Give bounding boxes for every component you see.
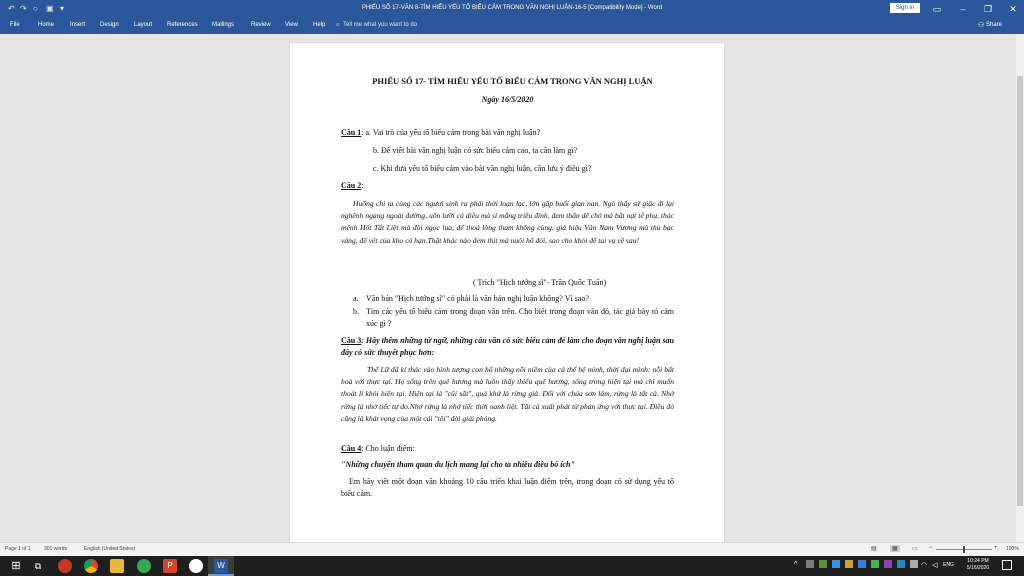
question-4 bbox=[341, 443, 541, 455]
tab-references[interactable]: References bbox=[167, 22, 198, 28]
zoom-level[interactable]: 100% bbox=[1006, 546, 1019, 552]
save-icon[interactable]: ▣ bbox=[46, 4, 54, 13]
print-layout-icon[interactable]: ▦ bbox=[892, 546, 898, 552]
minimize-icon[interactable]: – bbox=[960, 4, 966, 14]
question-3-label: Câu 3 bbox=[341, 336, 362, 345]
tab-help[interactable]: Help bbox=[313, 22, 326, 28]
read-mode-icon[interactable]: ▤ bbox=[871, 546, 877, 552]
tab-mailings[interactable]: Mailings bbox=[212, 22, 235, 28]
tray-icon-2[interactable] bbox=[819, 560, 827, 568]
tab-file[interactable]: File bbox=[10, 22, 20, 28]
question-1-b: b. Để viết bài văn nghị luận có sức biểu cảm cao, ta cần làm gì? bbox=[373, 146, 578, 155]
question-2-b: Tìm các yếu tố biểu cảm trong đoạn văn trên. Cho biết trong đoạn văn đó, tác giả bày tỏ cảm xúc gì ? bbox=[366, 307, 674, 328]
tray-icon-9[interactable] bbox=[910, 560, 918, 568]
tray-icon-6[interactable] bbox=[871, 560, 879, 568]
close-icon[interactable]: ✕ bbox=[1009, 4, 1017, 14]
question-2-source: ( Trích "Hịch tướng sĩ"- Trần Quốc Tuấn) bbox=[473, 278, 607, 287]
zoom-in-icon[interactable]: + bbox=[994, 545, 998, 551]
tray-icon-4[interactable] bbox=[845, 560, 853, 568]
tab-insert[interactable]: Insert bbox=[70, 22, 86, 28]
question-3-passage: Thế Lữ đã kí thác vào hình tượng con hổ những nỗi niềm của cả thế hệ mình, thời đại mình: nỗi bất hoà với thực tại. Họ sống trên quê hương mà luôn thấy thiếu quê hương, sống trong hiện tại mà chỉ muốn thoát li khỏi hiện tại. Hiện tại là "cũi sắt", quá khứ là rừng già. Đối với chúa sơn lâm, rừng là tất cả. Nhớ rừng là nhớ tiếc tự do.Nhớ rừng là nhớ tiếc thời oanh liệt. Tất cả xuất phát từ phản ứng với thực tại. Điều đó cũng là khát vọng của một cái "tôi" đòi giải phóng. bbox=[341, 365, 674, 423]
network-icon[interactable]: ◠ bbox=[921, 562, 928, 569]
question-2-colon: : bbox=[361, 181, 364, 190]
question-4-label: Câu 4 bbox=[341, 444, 362, 453]
zalo-icon[interactable] bbox=[189, 559, 203, 573]
vertical-scrollbar[interactable] bbox=[1016, 34, 1024, 542]
zoom-slider-thumb[interactable] bbox=[963, 546, 965, 553]
document-date: Ngày 16/5/2020 bbox=[481, 95, 534, 104]
tray-chevron-icon[interactable]: ^ bbox=[794, 561, 798, 568]
clock-date: 5/16/2020 bbox=[966, 565, 990, 571]
question-4-quote: "Những chuyến tham quan du lịch mang lại cho ta nhiều điều bổ ích" bbox=[341, 460, 575, 469]
tell-me-search[interactable]: Tell me what you want to do bbox=[343, 22, 418, 28]
lightbulb-icon: ☼ bbox=[335, 22, 341, 28]
web-layout-icon[interactable]: ▭ bbox=[912, 546, 918, 552]
tab-design[interactable]: Design bbox=[100, 22, 119, 28]
clock-time: 10:24 PM bbox=[967, 558, 989, 564]
title-bar bbox=[0, 0, 1024, 18]
tray-icon-5[interactable] bbox=[858, 560, 866, 568]
undo-icon[interactable]: ↶ bbox=[8, 4, 15, 13]
status-words[interactable]: 301 words bbox=[44, 546, 68, 552]
zoom-out-icon[interactable]: − bbox=[929, 545, 933, 551]
task-view-icon[interactable]: ⧉ bbox=[34, 561, 42, 571]
window-title: PHIẾU SỐ 17-VĂN 8-TÌM HIỂU YẾU TỐ BIỂU CẢM TRONG VĂN NGHỊ LUẬN-16-5 [Compatibility Mode] - Word bbox=[361, 5, 663, 11]
tab-home[interactable]: Home bbox=[38, 22, 55, 28]
autosave-icon[interactable]: ○ bbox=[33, 4, 38, 13]
document-page[interactable] bbox=[290, 43, 724, 543]
windows-start-icon[interactable]: ⊞ bbox=[11, 560, 21, 572]
tab-view[interactable]: View bbox=[285, 22, 298, 28]
tab-review[interactable]: Review bbox=[251, 22, 271, 28]
question-4-intro: : Cho luận điểm: bbox=[361, 444, 415, 453]
tray-icon-3[interactable] bbox=[832, 560, 840, 568]
notifications-icon[interactable] bbox=[1002, 560, 1012, 570]
share-icon: ⚇ bbox=[978, 22, 985, 29]
question-3 bbox=[341, 335, 674, 359]
restore-icon[interactable]: ❐ bbox=[983, 4, 993, 14]
question-2-heading bbox=[341, 180, 401, 192]
question-2-passage: Huống chi ta cùng các ngươi sinh ra phải thời loạn lạc, lớn gặp buổi gian nan. Ngó thấy sứ giặc đi lại nghênh ngang ngoài đường, uốn lưỡi cú diều mà sỉ mắng triều đình, đem thân dê chó mà bắt nạt tể phụ, thác mệnh Hốt Tất Liệt mà đòi ngọc lụa, để thoả lòng tham không cùng, giả hiệu Vân Nam Vương mà thu bạc vàng, để vét của kho có hạn.Thật khác nào đem thịt mà nuôi hổ đói, sao cho khỏi để tai vạ về sau! bbox=[341, 199, 674, 245]
question-1-a: : a. Vai trò của yếu tố biểu cảm trong bài văn nghị luận? bbox=[361, 128, 541, 137]
volume-icon[interactable]: ◁ bbox=[932, 562, 938, 569]
clock[interactable] bbox=[960, 558, 996, 572]
status-bar bbox=[0, 542, 1024, 556]
question-1-label: Câu 1 bbox=[341, 128, 362, 137]
question-1-c: c. Khi đưa yếu tố biểu cảm vào bài văn nghị luận, cần lưu ý điều gì? bbox=[373, 164, 592, 173]
status-language[interactable]: English (United States) bbox=[84, 546, 136, 552]
word-icon: W bbox=[214, 559, 228, 573]
ribbon-display-icon[interactable]: ▭ bbox=[932, 4, 942, 14]
powerpoint-icon[interactable]: P bbox=[163, 559, 177, 573]
file-explorer-icon[interactable] bbox=[110, 559, 124, 573]
scrollbar-thumb[interactable] bbox=[1017, 76, 1023, 506]
share-button[interactable]: Share bbox=[986, 22, 1003, 28]
word-taskbar-button[interactable] bbox=[208, 556, 234, 576]
input-language[interactable]: ENG bbox=[943, 562, 954, 568]
question-1 bbox=[341, 127, 681, 139]
redo-icon[interactable]: ↷ bbox=[20, 4, 27, 13]
question-2-b-marker: b. bbox=[353, 307, 359, 316]
taskbar bbox=[0, 556, 1024, 576]
question-2-a: Văn bản "Hịch tướng sĩ" có phải là văn bản nghị luận không? Vì sao? bbox=[366, 294, 589, 303]
customize-toolbar-icon[interactable]: ▾ bbox=[60, 4, 65, 13]
sign-in-button[interactable]: Sign in bbox=[890, 3, 920, 13]
question-3-text: : Hãy thêm những từ ngữ, những câu văn có sức biểu cảm để làm cho đoạn văn nghị luận sau đây có sức thuyết phục hơn: bbox=[341, 336, 674, 357]
app-green-icon[interactable] bbox=[137, 559, 151, 573]
ribbon-tabs bbox=[0, 18, 1024, 34]
tray-icon-1[interactable] bbox=[806, 560, 814, 568]
app-red-icon[interactable] bbox=[58, 559, 72, 573]
question-2-a-marker: a. bbox=[353, 294, 359, 303]
question-4-task: Em hãy viết một đoạn văn khoảng 10 câu triển khai luận điểm trên, trong đoạn có sử dụng yếu tố biểu cảm. bbox=[341, 477, 674, 498]
question-2-label: Câu 2 bbox=[341, 181, 362, 190]
tab-layout[interactable]: Layout bbox=[134, 22, 153, 28]
chrome-icon[interactable] bbox=[84, 559, 98, 573]
status-page[interactable]: Page 1 of 1 bbox=[5, 546, 31, 552]
document-title: PHIẾU SỐ 17- TÌM HIỂU YẾU TỐ BIỂU CẢM TRONG VĂN NGHỊ LUẬN bbox=[372, 76, 653, 86]
tray-icon-8[interactable] bbox=[897, 560, 905, 568]
tray-icon-7[interactable] bbox=[884, 560, 892, 568]
